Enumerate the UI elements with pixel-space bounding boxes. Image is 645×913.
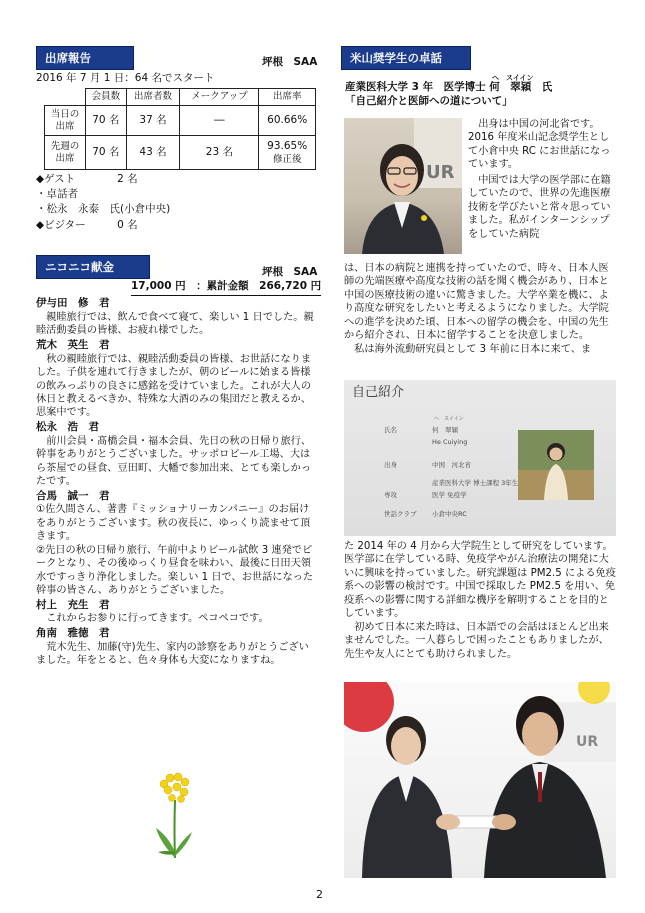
speaker-photo (344, 118, 462, 254)
speech-paragraph: 中国では大学の医学部に在籍していたので、世界の先進医療技術を学びたいと常々思っていました。私がインターンシップをしていた病院 (468, 175, 611, 240)
col-header: メークアップ (180, 89, 259, 106)
members-cell: 70 名 (86, 106, 127, 136)
speech-paragraph: 私は海外流動研究員として 3 年前に日本に来て、ま (354, 343, 592, 355)
page-number: 2 (316, 888, 323, 901)
row-label: 先週の (50, 141, 80, 153)
slide-portrait (518, 430, 594, 500)
slide-photo (344, 380, 616, 536)
speech-paragraph-continued (344, 262, 618, 356)
attendance-details (36, 172, 170, 233)
rate-cell: 93.65% (267, 139, 308, 152)
slide-value: 医学 免疫学 (432, 491, 467, 500)
name-ruby: へ スイイン (492, 74, 534, 82)
col-header: 出席者数 (126, 89, 180, 106)
attendance-table (44, 88, 316, 170)
row-label: 出席 (55, 120, 75, 132)
col-header: 会員数 (86, 89, 127, 106)
speech-paragraph: 初めて日本に来た時は、日本語での会話はほとんど出来ませんでした。一人暮らしで困ったこともありましたが、先生や友人にとても助けられました。 (344, 621, 609, 660)
attendees-cell: 37 名 (126, 106, 180, 136)
col-header: 出席率 (259, 89, 316, 106)
speech-paragraph-rest: は、日本の病院と連携を持っていたので、時々、日本人医師の先端医療や高度な技術の話を聞く機会があり、日本と中国の医療技術の違いに驚きました。大学卒業を機に、より高度な研究をしたいと考えるようになりました。大学院への進学を決めた頃、日本への留学の機会を、中国の先生から紹介され、日本に留学することを決意しました。 (344, 263, 609, 342)
slide-ruby: へ スイイン (434, 416, 464, 422)
award-photo (344, 682, 616, 878)
svg-text:UR: UR (576, 734, 599, 750)
slide-key: 世話クラブ (384, 509, 417, 518)
slide-row (384, 459, 518, 471)
slide-row (384, 436, 518, 448)
rate-note: 修正後 (272, 153, 302, 165)
donor-message: 秋の親睦旅行では、親睦活動委員の皆様、お世話になりました。子供を連れて行きましたが、朝のビールに始まる皆様の飲みっぷりの良さに感銘を受けていました。これが大人の休日と教えるべきか、特殊な大酒のみの集団だと教えるか、思案中です。 (36, 353, 312, 419)
donor-name: 伊与田 修 君 (36, 297, 110, 309)
attendance-start-line: 2016 年 7 月 1 日：64 名でスタート (36, 72, 215, 84)
slide-row (384, 477, 518, 489)
slide-value: 中国 河北省 (432, 460, 471, 469)
donor-name: 合馬 誠一 君 (36, 489, 110, 502)
donation-header: ニコニコ献金 (36, 255, 150, 279)
donor-message: 荒木先生、加藤(守)先生、家内の診察をありがとうございました。年をとると、色々身体も大変になりますね。 (36, 641, 309, 667)
speaker-affiliation: 産業医科大学 3 年 医学博士 (345, 81, 486, 93)
slide-row (384, 424, 518, 436)
speech-title: 「自己紹介と医師への道について」 (345, 95, 513, 107)
donor-name: 村上 充生 君 (36, 598, 110, 611)
donor-message: 親睦旅行では、飲んで食べて寝て、楽しい 1 日でした。親睦活動委員の皆様、お疲れ様でした。 (36, 311, 314, 337)
donor-message: ②先日の秋の日帰り旅行、午前中よりビール試飲 3 連発でピークとなり、その後ゆっくり昼食を味わい、最後に日田天領水ですっきり浄化しました。楽しい 1 日で、お世話になった幹事の皆さん、ありがとうございました。 (36, 544, 314, 597)
speech-paragraph: た 2014 年の 4 月から大学院生として研究をしています。医学部に在学している時、免疫学やがん治療法の開発に大いに興味を持っていました。研究課題は PM2.5 による免疫系への影響の検討です。中国で採取した PM2.5 を用い、免疫系への影響に関する詳細な機序を解明することを目的としています。 (344, 541, 616, 620)
donor-name: 荒木 英生 君 (36, 338, 110, 351)
rate-cell: 60.66% (259, 106, 316, 136)
svg-text:UR: UR (426, 162, 455, 183)
makeup-cell: 23 名 (180, 136, 259, 170)
row-label: 当日の (50, 109, 80, 121)
donation-saa: 坪根 SAA (262, 266, 318, 278)
table-row (45, 136, 316, 170)
slide-value: He Cuiying (432, 438, 468, 447)
attendees-cell: 43 名 (126, 136, 180, 170)
makeup-cell: ― (180, 106, 259, 136)
slide-heading: 自己紹介 (352, 385, 405, 400)
members-cell: 70 名 (86, 136, 127, 170)
slide-value: 何 翠穎 (432, 426, 458, 434)
slide-key: 出身 (384, 460, 397, 469)
donor-message: これからお参りに行ってきます。ペコペコです。 (46, 613, 269, 625)
slide-row (384, 508, 518, 520)
slide-value: 産業医科大学 博士課程 3年生 (432, 479, 519, 488)
donor-message: 前川会員・髙橋会員・福本会員、先日の秋の日帰り旅行、幹事をありがとうございました。サッポロビール工場、大はら茶屋での昼食、豆田町、大幡で参加出来、とても楽しかったです。 (36, 435, 312, 488)
speech-header: 米山奨学生の卓話 (341, 46, 471, 70)
slide-value: 小倉中央RC (432, 509, 467, 518)
speaker-name: ・松永 永泰 氏(小倉中央) (36, 203, 171, 216)
donor-name: 角南 雅徳 君 (36, 626, 110, 639)
slide-row (384, 489, 518, 501)
guest-line: ◆ゲスト 2 名 (36, 173, 138, 185)
donation-entries (36, 296, 318, 668)
row-label: 出席 (55, 152, 75, 164)
attendance-header: 出席報告 (36, 46, 134, 70)
speaker-affiliation-line (345, 81, 552, 95)
speech-para2-box (468, 174, 616, 241)
table-row (45, 106, 316, 136)
slide-table (384, 424, 518, 520)
flower-illustration (150, 770, 200, 862)
speaker-label: ・卓話者 (36, 188, 78, 201)
speech-para1-box (468, 118, 616, 172)
speech-lower-text (344, 540, 618, 661)
speech-paragraph: 出身は中国の河北省です。2016 年度米山記念奨学生として小倉中央 RC にお世話になっています。 (468, 119, 611, 171)
slide-key: 氏名 (384, 426, 397, 434)
visitor-line: ◆ビジター 0 名 (36, 218, 138, 231)
slide-key: 専攻 (384, 491, 397, 500)
attendance-saa: 坪根 SAA (262, 56, 318, 68)
donor-message: ①佐久間さん、著書『ミッショナリーカンパニー』のお届けをありがとうございます。秋の夜長に、ゆっくり読ませて頂きます。 (36, 504, 311, 543)
donor-name: 松永 浩 君 (36, 420, 99, 433)
speaker-fullname: 何 翠穎 氏 (489, 81, 553, 93)
speech-para2-cont (344, 262, 618, 356)
donation-amount: 17,000 円 ：累計金額 266,720 円 (131, 280, 321, 296)
